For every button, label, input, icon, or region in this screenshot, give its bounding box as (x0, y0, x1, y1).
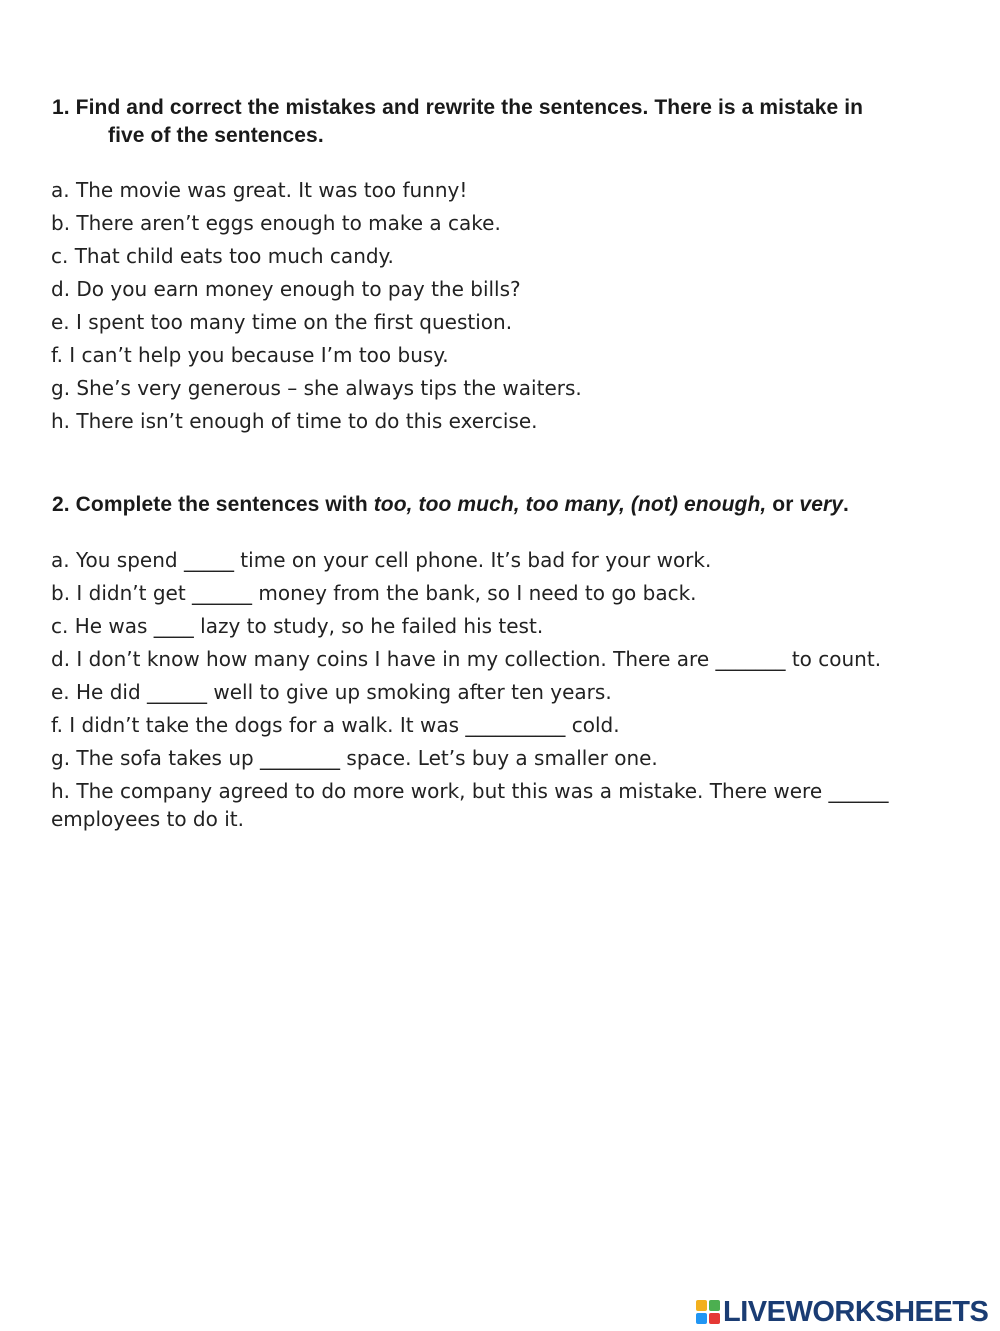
logo-block-4 (709, 1313, 720, 1324)
section-1-item-c: c. That child eats too much candy. (51, 244, 394, 268)
section-2-sentence-list (51, 546, 921, 838)
section-2-item-g: g. The sofa takes up ________ space. Let’s buy a smaller one. (51, 746, 658, 770)
logo-block-2 (709, 1300, 720, 1311)
logo-blocks-icon (696, 1300, 720, 1324)
section-2-item-h: h. The company agreed to do more work, but this was a mistake. There were ______ employees to do it. (51, 779, 889, 831)
section-1-item-f: f. I can’t help you because I’m too busy. (51, 343, 449, 367)
section-1-title-line-1: Find and correct the mistakes and rewrite the sentences. There is a mistake in (75, 96, 864, 119)
section-1-item-d: d. Do you earn money enough to pay the bills? (51, 277, 521, 301)
section-2-heading (52, 491, 952, 519)
liveworksheets-logo[interactable] (696, 1296, 988, 1328)
section-1-heading (52, 94, 952, 150)
section-2-title-end: . (843, 493, 849, 516)
section-1-item-g: g. She’s very generous – she always tips the waiters. (51, 376, 582, 400)
section-2-item-a: a. You spend _____ time on your cell phone. It’s bad for your work. (51, 548, 712, 572)
section-2-item-c: c. He was ____ lazy to study, so he failed his test. (51, 614, 544, 638)
section-2-item-e: e. He did ______ well to give up smoking after ten years. (51, 680, 612, 704)
section-2-title-or: or (772, 493, 794, 516)
section-2-item-f: f. I didn’t take the dogs for a walk. It was __________ cold. (51, 713, 620, 737)
section-2-title-last: very (799, 493, 844, 516)
section-1-item-e: e. I spent too many time on the first question. (51, 310, 513, 334)
section-1-sentence-list (51, 176, 921, 440)
logo-text: LIVEWORKSHEETS (723, 1295, 989, 1328)
logo-block-1 (696, 1300, 707, 1311)
section-2-item-d: d. I don’t know how many coins I have in my collection. There are _______ to count. (51, 647, 882, 671)
section-2-item-b: b. I didn’t get ______ money from the bank, so I need to go back. (51, 581, 697, 605)
section-1-item-b: b. There aren’t eggs enough to make a cake. (51, 211, 501, 235)
section-1-item-h: h. There isn’t enough of time to do this exercise. (51, 409, 538, 433)
logo-block-3 (696, 1313, 707, 1324)
section-1-number: 1. (52, 96, 70, 119)
section-2-number: 2. (52, 493, 70, 516)
section-1-item-a: a. The movie was great. It was too funny! (51, 178, 468, 202)
section-2-title-words: too, too much, too many, (not) enough, (373, 493, 767, 516)
section-1-title-line-2: five of the sentences. (108, 124, 324, 147)
section-2-title-prefix: Complete the sentences with (75, 493, 368, 516)
